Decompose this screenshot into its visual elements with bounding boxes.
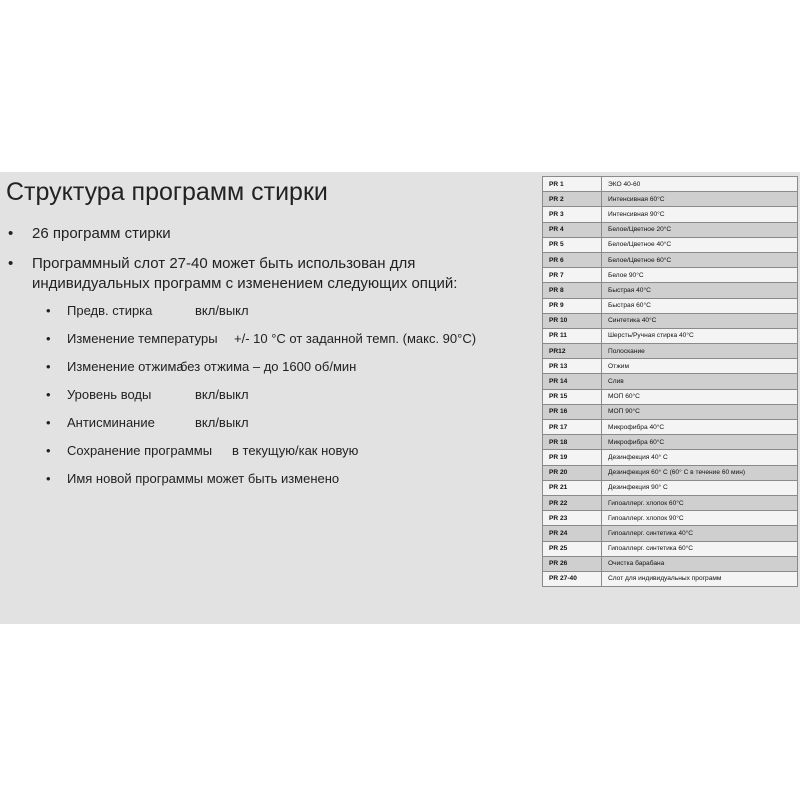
program-name: Полоскание xyxy=(602,344,798,359)
program-name: Очистка барабана xyxy=(602,556,798,571)
bullet-dot: • xyxy=(46,331,51,346)
program-code: PR 11 xyxy=(543,328,602,343)
program-name: Дезинфекция 90° С xyxy=(602,480,798,495)
program-row xyxy=(543,328,798,343)
program-name: Слот для индивидуальных программ xyxy=(602,571,798,586)
program-row xyxy=(543,359,798,374)
program-row xyxy=(543,252,798,267)
program-name: Интенсивная 60°C xyxy=(602,192,798,207)
program-row xyxy=(543,465,798,480)
program-name: Гипоаллерг. синтетика 60°C xyxy=(602,541,798,556)
program-row xyxy=(543,435,798,450)
program-row xyxy=(543,404,798,419)
program-row xyxy=(543,222,798,237)
program-code: PR12 xyxy=(543,344,602,359)
program-name: ЭКО 40-60 xyxy=(602,177,798,192)
program-name: МОП 90°C xyxy=(602,404,798,419)
program-code: PR 14 xyxy=(543,374,602,389)
program-code: PR 23 xyxy=(543,511,602,526)
options-list xyxy=(46,302,526,498)
program-row xyxy=(543,495,798,510)
program-name: Микрофибра 60°C xyxy=(602,435,798,450)
bullet-dot: • xyxy=(46,303,51,318)
program-row xyxy=(543,298,798,313)
bullet-item xyxy=(8,224,528,244)
program-name: Быстрая 40°C xyxy=(602,283,798,298)
program-row xyxy=(543,313,798,328)
bullet-dot: • xyxy=(8,225,14,242)
program-row xyxy=(543,571,798,586)
program-code: PR 9 xyxy=(543,298,602,313)
slide-title: Структура программ стирки xyxy=(6,178,328,206)
program-row xyxy=(543,192,798,207)
option-label: Имя новой программы может быть изменено xyxy=(67,471,340,486)
program-row xyxy=(543,374,798,389)
program-code: PR 19 xyxy=(543,450,602,465)
option-item xyxy=(46,442,526,470)
program-row xyxy=(543,450,798,465)
option-value: +/- 10 °C от заданной темп. (макс. 90°C) xyxy=(234,331,477,346)
program-code: PR 26 xyxy=(543,556,602,571)
program-name: Белое/Цветное 60°C xyxy=(602,252,798,267)
bullet-list xyxy=(8,224,528,294)
program-code: PR 16 xyxy=(543,404,602,419)
bullet-item xyxy=(8,254,528,294)
program-name: Белое/Цветное 20°C xyxy=(602,222,798,237)
option-value: вкл/выкл xyxy=(195,303,249,318)
program-code: PR 15 xyxy=(543,389,602,404)
program-code: PR 3 xyxy=(543,207,602,222)
program-code: PR 20 xyxy=(543,465,602,480)
option-value: без отжима – до 1600 об/мин xyxy=(180,359,357,374)
bullet-dot: • xyxy=(46,443,51,458)
option-item xyxy=(46,330,526,358)
program-name: Гипоаллерг. хлопок 90°C xyxy=(602,511,798,526)
program-row xyxy=(543,541,798,556)
option-label: Предв. стирка xyxy=(67,303,153,318)
bullet-dot: • xyxy=(46,359,51,374)
option-value: вкл/выкл xyxy=(195,387,249,402)
program-code: PR 21 xyxy=(543,480,602,495)
program-name: Дезинфекция 40° С xyxy=(602,450,798,465)
bullet-text: 26 программ стирки xyxy=(32,225,171,242)
bullet-text: Программный слот 27-40 может быть использован для индивидуальных программ с изменением следующих опций: xyxy=(32,255,458,292)
program-name: Синтетика 40°C xyxy=(602,313,798,328)
option-item xyxy=(46,302,526,330)
program-code: PR 13 xyxy=(543,359,602,374)
program-code: PR 22 xyxy=(543,495,602,510)
program-name: Микрофибра 40°C xyxy=(602,420,798,435)
program-name: Белое 90°C xyxy=(602,268,798,283)
program-code: PR 7 xyxy=(543,268,602,283)
program-code: PR 10 xyxy=(543,313,602,328)
program-name: Интенсивная 90°C xyxy=(602,207,798,222)
program-name: Дезинфекция 60° С (60° С в течение 60 мин) xyxy=(602,465,798,480)
option-value: в текущую/как новую xyxy=(232,443,359,458)
program-row xyxy=(543,268,798,283)
program-code: PR 27-40 xyxy=(543,571,602,586)
program-code: PR 2 xyxy=(543,192,602,207)
option-item xyxy=(46,470,526,498)
program-row xyxy=(543,480,798,495)
program-row xyxy=(543,511,798,526)
option-label: Изменение температуры xyxy=(67,331,218,346)
option-item xyxy=(46,414,526,442)
program-row xyxy=(543,207,798,222)
bullet-dot: • xyxy=(46,471,51,486)
option-label: Антисминание xyxy=(67,415,155,430)
option-label: Уровень воды xyxy=(67,387,152,402)
program-code: PR 8 xyxy=(543,283,602,298)
slide xyxy=(0,172,800,624)
option-label: Сохранение программы xyxy=(67,443,213,458)
program-code: PR 18 xyxy=(543,435,602,450)
program-name: Быстрая 60°C xyxy=(602,298,798,313)
program-code: PR 24 xyxy=(543,526,602,541)
program-name: Гипоаллерг. синтетика 40°C xyxy=(602,526,798,541)
program-row xyxy=(543,420,798,435)
program-code: PR 6 xyxy=(543,252,602,267)
program-row xyxy=(543,526,798,541)
program-row xyxy=(543,556,798,571)
bullet-dot: • xyxy=(46,415,51,430)
program-row xyxy=(543,344,798,359)
option-label: Изменение отжима xyxy=(67,359,184,374)
bullet-dot: • xyxy=(8,255,14,272)
program-code: PR 1 xyxy=(543,177,602,192)
program-code: PR 4 xyxy=(543,222,602,237)
program-name: Белое/Цветное 40°C xyxy=(602,237,798,252)
program-name: Гипоаллерг. хлопок 60°C xyxy=(602,495,798,510)
option-item xyxy=(46,358,526,386)
program-name: Отжим xyxy=(602,359,798,374)
program-code: PR 17 xyxy=(543,420,602,435)
option-item xyxy=(46,386,526,414)
program-row xyxy=(543,283,798,298)
bullet-dot: • xyxy=(46,387,51,402)
program-row xyxy=(543,237,798,252)
program-code: PR 5 xyxy=(543,237,602,252)
option-value: вкл/выкл xyxy=(195,415,249,430)
program-code: PR 25 xyxy=(543,541,602,556)
program-row xyxy=(543,389,798,404)
program-name: МОП 60°C xyxy=(602,389,798,404)
program-name: Слив xyxy=(602,374,798,389)
programs-table xyxy=(542,176,798,587)
program-name: Шерсть/Ручная стирка 40°C xyxy=(602,328,798,343)
program-row xyxy=(543,177,798,192)
